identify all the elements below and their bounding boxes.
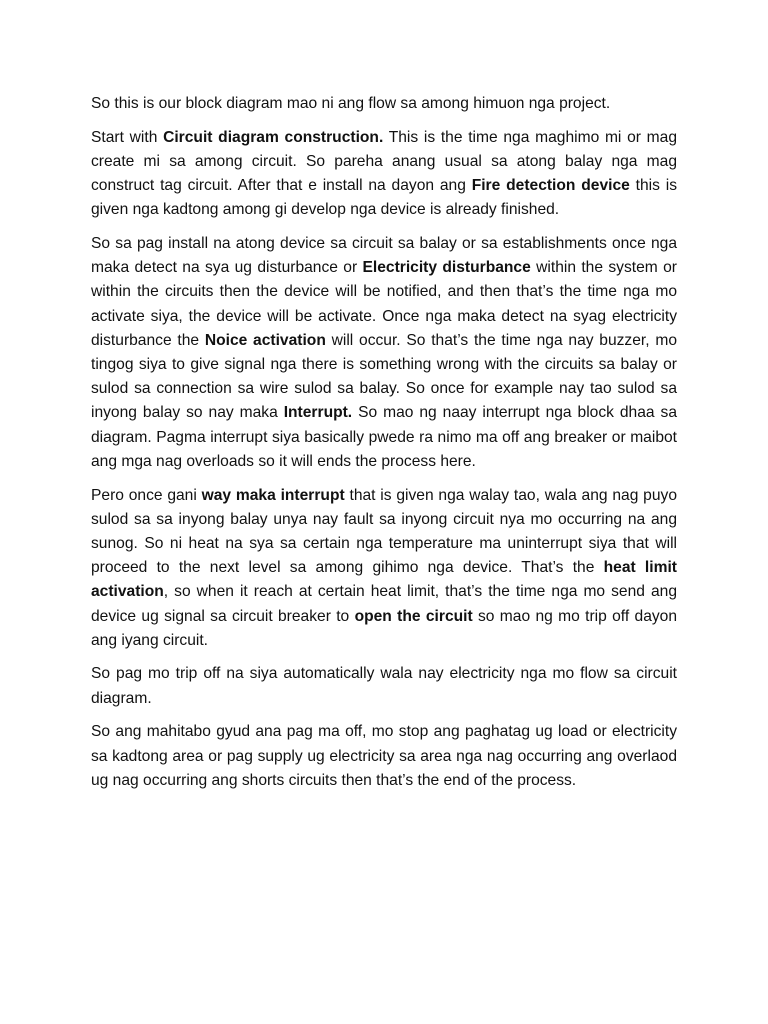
- bold-term: way maka interrupt: [201, 486, 345, 504]
- paragraph-text: will occur. So that’s the time nga nay buzzer, mo tingog siya to give signal nga there is something wrong with the circuits sa balay or sulod sa connection sa wire sulod sa balay. So once for example nay tao sulod sa inyong balay so nay maka: [91, 331, 677, 422]
- paragraph-text: Start with: [91, 128, 164, 146]
- paragraph-device-install: [91, 232, 677, 474]
- paragraph-text: So ang mahitabo gyud ana pag ma off, mo stop ang paghatag ug load or electricity sa kadtong area or pag supply ug electricity sa area nga nag occurring ang overlaod ug nag occurring ang shorts circuits then that’s the end of the process.: [91, 723, 677, 789]
- paragraph-text: This is the time nga maghimo mi or mag create mi sa among circuit. So pareha anang usual sa atong balay nga mag construct tag circuit. After that e install na dayon ang: [91, 128, 678, 195]
- paragraph-text: this is given nga kadtong among gi develop nga device is already finished.: [91, 177, 677, 219]
- paragraph-intro: [91, 92, 677, 116]
- paragraph-text: So this is our block diagram mao ni ang flow sa among himuon nga project.: [91, 95, 611, 112]
- bold-term: open the circuit: [354, 607, 473, 625]
- paragraph-text: So sa pag install na atong device sa circuit sa balay or sa establishments once nga maka detect na sya ug disturbance or: [91, 235, 677, 277]
- paragraph-heat-limit: [91, 484, 677, 653]
- paragraph-text: within the system or within the circuits then the device will be notified, and then that’s the time nga mo activate siya, the device will be activate. Once nga maka detect na syag electricity disturbance the: [91, 259, 677, 349]
- bold-term: Electricity disturbance: [362, 259, 531, 277]
- paragraph-text: , so when it reach at certain heat limit, that’s the time nga mo send ang device ug signal sa circuit breaker to: [91, 583, 677, 625]
- document-body: [91, 92, 677, 802]
- paragraph-text: so mao ng mo trip off dayon ang iyang circuit.: [91, 607, 678, 649]
- bold-term: Fire detection device: [471, 177, 630, 195]
- paragraph-text: So pag mo trip off na siya automatically wala nay electricity nga mo flow sa circuit diagram.: [91, 665, 677, 707]
- paragraph-circuit-construction: [91, 126, 677, 223]
- bold-term: heat limit activation: [91, 559, 677, 601]
- paragraph-conclusion: [91, 720, 677, 793]
- paragraph-trip-off: [91, 662, 677, 710]
- bold-term: Circuit diagram construction.: [163, 128, 384, 146]
- bold-term: Noice activation: [204, 331, 326, 349]
- paragraph-text: that is given nga walay tao, wala ang nag puyo sulod sa sa inyong balay unya nay fault sa inyong circuit nya mo occurring na ang sunog. So ni heat na sya sa certain nga temperature ma uninterrupt siya that will proceed to the next level sa among gihimo nga device. That’s the: [91, 486, 677, 577]
- bold-term: Interrupt.: [283, 404, 353, 422]
- paragraph-text: Pero once gani: [91, 486, 202, 504]
- paragraph-text: So mao ng naay interrupt nga block dhaa sa diagram. Pagma interrupt siya basically pwede ra nimo ma off ang breaker or maibot ang mga nag overloads so it will ends the process here.: [91, 404, 677, 470]
